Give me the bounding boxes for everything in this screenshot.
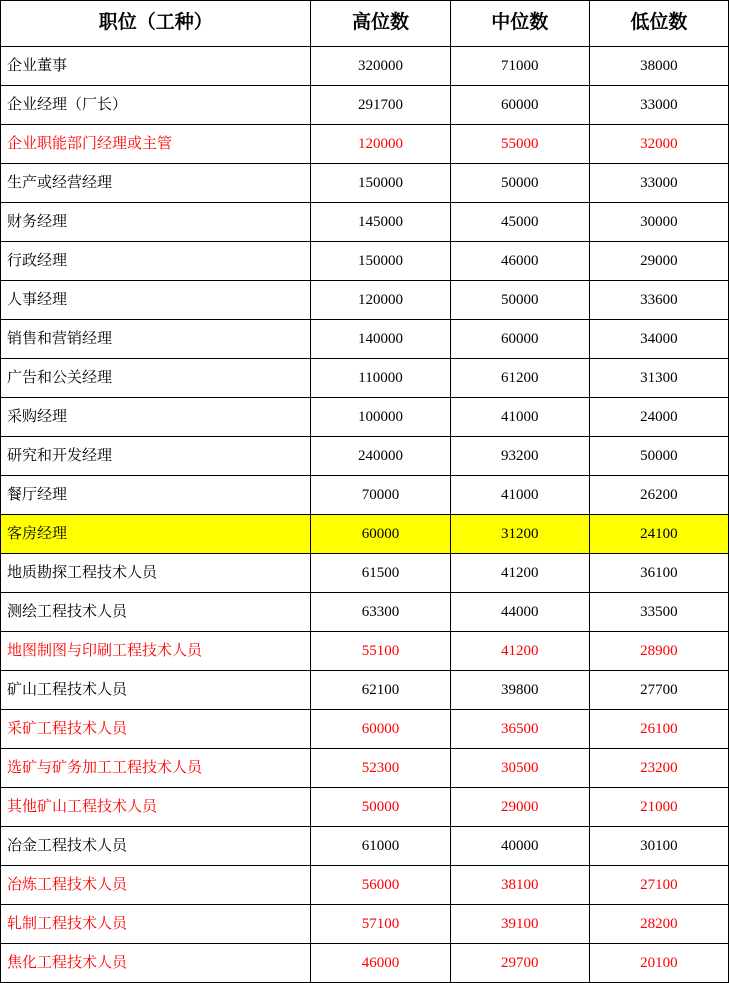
cell-high-value: 61500 xyxy=(311,554,450,593)
cell-low-value: 20100 xyxy=(589,944,728,983)
column-header-low: 低位数 xyxy=(589,1,728,47)
table-row xyxy=(1,476,729,515)
cell-low-value: 30000 xyxy=(589,203,728,242)
cell-mid-value: 55000 xyxy=(450,125,589,164)
cell-low-value: 30100 xyxy=(589,827,728,866)
cell-high-value: 145000 xyxy=(311,203,450,242)
table-header-row xyxy=(1,1,729,47)
cell-high-value: 57100 xyxy=(311,905,450,944)
cell-job-title: 冶炼工程技术人员 xyxy=(1,866,311,905)
cell-job-title: 餐厅经理 xyxy=(1,476,311,515)
cell-mid-value: 31200 xyxy=(450,515,589,554)
table-row xyxy=(1,281,729,320)
table-row xyxy=(1,905,729,944)
table-header xyxy=(1,1,729,47)
cell-high-value: 120000 xyxy=(311,125,450,164)
table-row xyxy=(1,944,729,983)
table-row xyxy=(1,242,729,281)
table-row xyxy=(1,320,729,359)
cell-low-value: 32000 xyxy=(589,125,728,164)
cell-mid-value: 45000 xyxy=(450,203,589,242)
cell-high-value: 60000 xyxy=(311,515,450,554)
table-row xyxy=(1,788,729,827)
cell-job-title: 冶金工程技术人员 xyxy=(1,827,311,866)
cell-high-value: 291700 xyxy=(311,86,450,125)
cell-low-value: 36100 xyxy=(589,554,728,593)
cell-job-title: 地图制图与印刷工程技术人员 xyxy=(1,632,311,671)
cell-high-value: 120000 xyxy=(311,281,450,320)
table-row xyxy=(1,710,729,749)
cell-mid-value: 61200 xyxy=(450,359,589,398)
table-row xyxy=(1,437,729,476)
table-row xyxy=(1,749,729,788)
cell-low-value: 31300 xyxy=(589,359,728,398)
column-header-high: 高位数 xyxy=(311,1,450,47)
cell-low-value: 26200 xyxy=(589,476,728,515)
cell-high-value: 61000 xyxy=(311,827,450,866)
cell-high-value: 60000 xyxy=(311,710,450,749)
cell-low-value: 34000 xyxy=(589,320,728,359)
column-header-title: 职位（工种） xyxy=(1,1,311,47)
cell-low-value: 21000 xyxy=(589,788,728,827)
table-row xyxy=(1,515,729,554)
cell-mid-value: 46000 xyxy=(450,242,589,281)
cell-mid-value: 41000 xyxy=(450,398,589,437)
cell-mid-value: 40000 xyxy=(450,827,589,866)
cell-high-value: 50000 xyxy=(311,788,450,827)
cell-high-value: 100000 xyxy=(311,398,450,437)
cell-mid-value: 36500 xyxy=(450,710,589,749)
cell-low-value: 23200 xyxy=(589,749,728,788)
cell-mid-value: 41200 xyxy=(450,632,589,671)
cell-job-title: 企业经理（厂长） xyxy=(1,86,311,125)
cell-mid-value: 71000 xyxy=(450,47,589,86)
cell-low-value: 27100 xyxy=(589,866,728,905)
cell-mid-value: 29000 xyxy=(450,788,589,827)
cell-mid-value: 41200 xyxy=(450,554,589,593)
table-row xyxy=(1,827,729,866)
table-row xyxy=(1,203,729,242)
cell-high-value: 63300 xyxy=(311,593,450,632)
cell-low-value: 29000 xyxy=(589,242,728,281)
table-row xyxy=(1,632,729,671)
cell-high-value: 62100 xyxy=(311,671,450,710)
cell-high-value: 150000 xyxy=(311,242,450,281)
cell-low-value: 33600 xyxy=(589,281,728,320)
table-row xyxy=(1,47,729,86)
cell-job-title: 其他矿山工程技术人员 xyxy=(1,788,311,827)
table-row xyxy=(1,164,729,203)
cell-job-title: 采购经理 xyxy=(1,398,311,437)
cell-low-value: 24000 xyxy=(589,398,728,437)
cell-job-title: 轧制工程技术人员 xyxy=(1,905,311,944)
cell-mid-value: 38100 xyxy=(450,866,589,905)
cell-mid-value: 50000 xyxy=(450,164,589,203)
cell-high-value: 55100 xyxy=(311,632,450,671)
cell-low-value: 24100 xyxy=(589,515,728,554)
cell-low-value: 38000 xyxy=(589,47,728,86)
cell-job-title: 焦化工程技术人员 xyxy=(1,944,311,983)
cell-mid-value: 29700 xyxy=(450,944,589,983)
cell-high-value: 150000 xyxy=(311,164,450,203)
cell-high-value: 140000 xyxy=(311,320,450,359)
cell-job-title: 客房经理 xyxy=(1,515,311,554)
cell-job-title: 生产或经营经理 xyxy=(1,164,311,203)
table-row xyxy=(1,866,729,905)
table-row xyxy=(1,398,729,437)
cell-mid-value: 30500 xyxy=(450,749,589,788)
cell-high-value: 320000 xyxy=(311,47,450,86)
cell-mid-value: 39800 xyxy=(450,671,589,710)
cell-job-title: 企业职能部门经理或主管 xyxy=(1,125,311,164)
cell-high-value: 46000 xyxy=(311,944,450,983)
cell-low-value: 26100 xyxy=(589,710,728,749)
column-header-mid: 中位数 xyxy=(450,1,589,47)
cell-high-value: 240000 xyxy=(311,437,450,476)
table-row xyxy=(1,671,729,710)
cell-high-value: 52300 xyxy=(311,749,450,788)
cell-job-title: 矿山工程技术人员 xyxy=(1,671,311,710)
cell-job-title: 测绘工程技术人员 xyxy=(1,593,311,632)
cell-low-value: 27700 xyxy=(589,671,728,710)
cell-low-value: 33000 xyxy=(589,164,728,203)
cell-job-title: 采矿工程技术人员 xyxy=(1,710,311,749)
cell-high-value: 70000 xyxy=(311,476,450,515)
cell-job-title: 销售和营销经理 xyxy=(1,320,311,359)
table-body xyxy=(1,47,729,983)
cell-low-value: 33500 xyxy=(589,593,728,632)
table-row xyxy=(1,554,729,593)
cell-high-value: 110000 xyxy=(311,359,450,398)
table-row xyxy=(1,593,729,632)
table-row xyxy=(1,359,729,398)
cell-mid-value: 93200 xyxy=(450,437,589,476)
cell-job-title: 广告和公关经理 xyxy=(1,359,311,398)
cell-mid-value: 50000 xyxy=(450,281,589,320)
cell-job-title: 行政经理 xyxy=(1,242,311,281)
cell-mid-value: 44000 xyxy=(450,593,589,632)
cell-mid-value: 41000 xyxy=(450,476,589,515)
cell-low-value: 28200 xyxy=(589,905,728,944)
table-row xyxy=(1,86,729,125)
cell-low-value: 28900 xyxy=(589,632,728,671)
cell-job-title: 人事经理 xyxy=(1,281,311,320)
cell-job-title: 研究和开发经理 xyxy=(1,437,311,476)
cell-low-value: 50000 xyxy=(589,437,728,476)
cell-job-title: 财务经理 xyxy=(1,203,311,242)
cell-job-title: 地质勘探工程技术人员 xyxy=(1,554,311,593)
cell-high-value: 56000 xyxy=(311,866,450,905)
cell-mid-value: 60000 xyxy=(450,320,589,359)
cell-job-title: 企业董事 xyxy=(1,47,311,86)
cell-low-value: 33000 xyxy=(589,86,728,125)
cell-mid-value: 60000 xyxy=(450,86,589,125)
cell-mid-value: 39100 xyxy=(450,905,589,944)
cell-job-title: 选矿与矿务加工工程技术人员 xyxy=(1,749,311,788)
table-row xyxy=(1,125,729,164)
